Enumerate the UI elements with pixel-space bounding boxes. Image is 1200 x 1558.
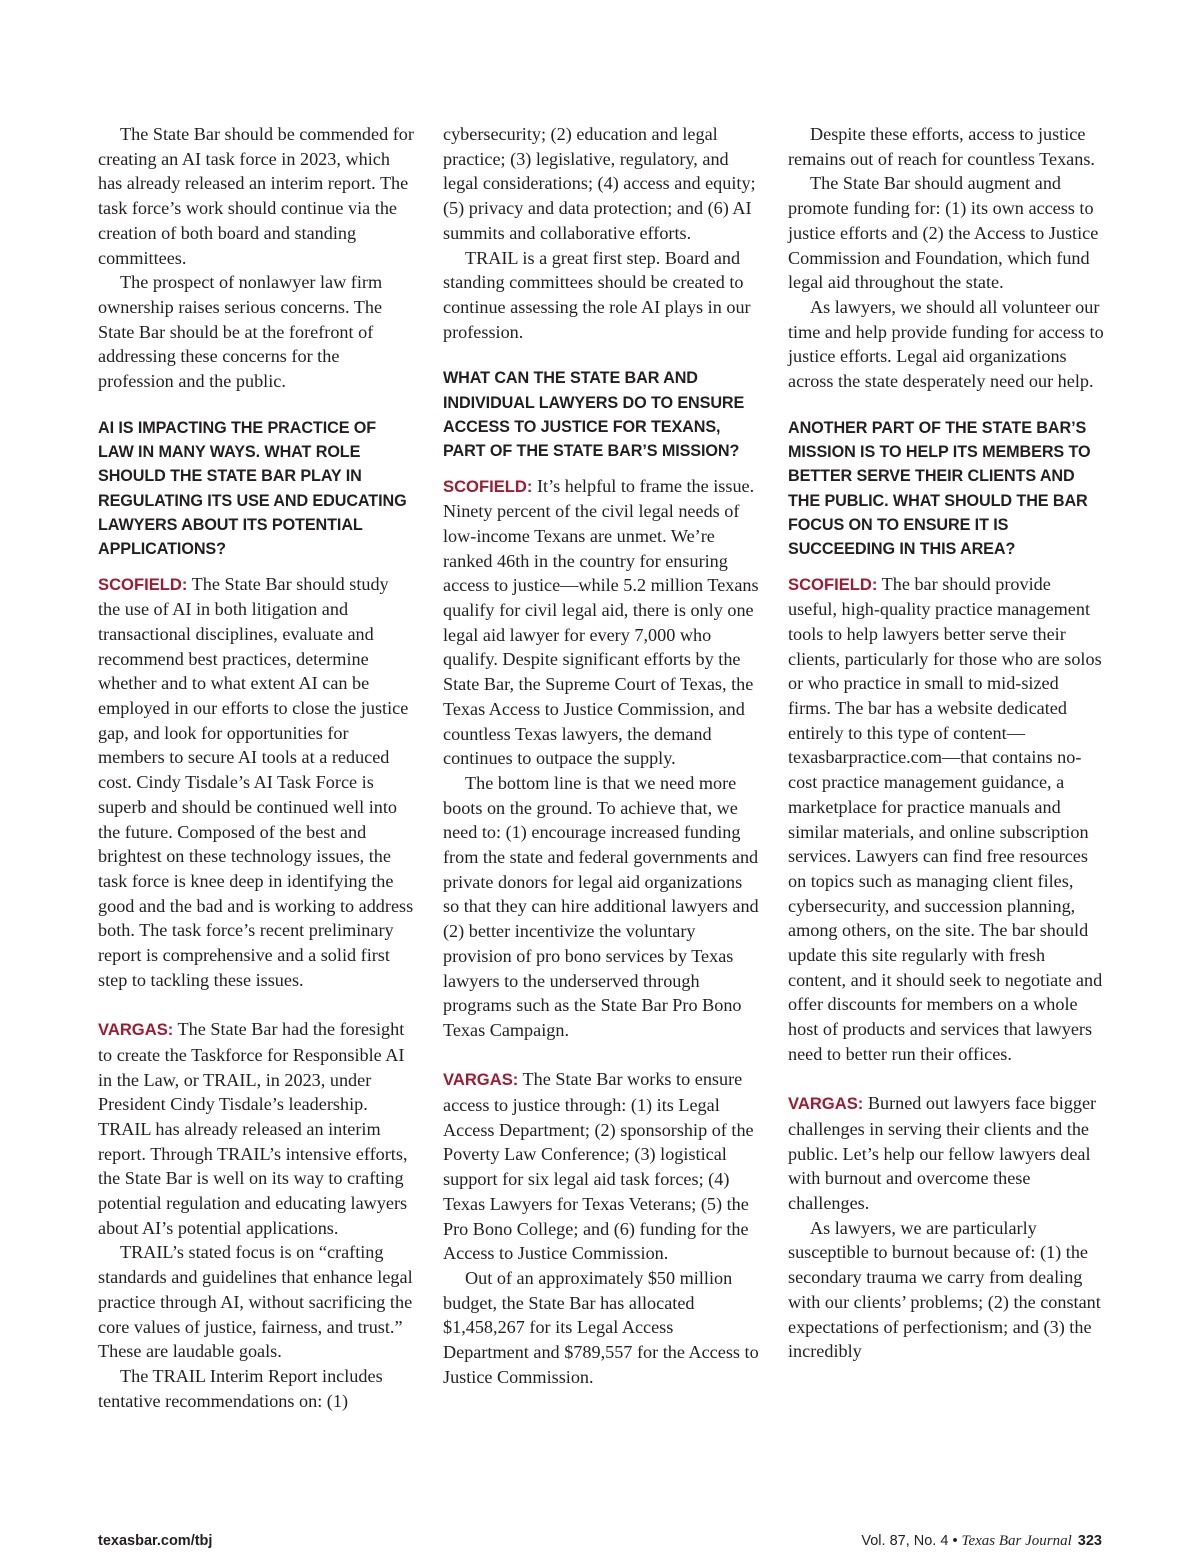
paragraph: As lawyers, we should all volunteer our time and help provide funding for access to justice efforts. Legal aid organizations across the state desperately need our help.: [788, 296, 1104, 392]
paragraph: Out of an approximately $50 million budget, the State Bar has allocated $1,458,267 for its Legal Access Department and $789,557 for the Access to Justice Commission.: [443, 1268, 759, 1387]
paragraph: TRAIL is a great first step. Board and standing committees should be created to continue assessing the role AI plays in our profession.: [443, 247, 751, 342]
answer-text: It’s helpful to frame the issue. Ninety percent of the civil legal needs of low-income Texans are unmet. We’re ranked 46th in the country for ensuring access to justice—while 5.2 million Texans qualify for civil legal aid, there is only one legal aid lawyer for every 7,000 who qualify. Despite significant efforts by the State Bar, the Supreme Court of Texas, the Texas Access to Justice Commission, and countless Texas lawyers, the demand continues to outpace the supply.: [443, 475, 759, 769]
answer-text: Burned out lawyers face bigger challenges in serving their clients and the public. Let’s help our fellow lawyers deal with burnout and overcome these challenges.: [788, 1093, 1097, 1214]
footer-journal-title: Texas Bar Journal: [961, 1533, 1072, 1549]
paragraph: The TRAIL Interim Report includes tentative recommendations on: (1): [98, 1366, 383, 1411]
paragraph: Despite these efforts, access to justice remains out of reach for countless Texans.: [788, 124, 1095, 169]
answer-paragraph: [98, 572, 414, 993]
answer-paragraph: [788, 1091, 1104, 1216]
answer-paragraph: [98, 1017, 414, 1240]
paragraph: cybersecurity; (2) education and legal practice; (3) legislative, regulatory, and legal considerations; (4) access and equity; (5) privacy and data protection; and (6) AI summits and collaborative efforts.: [443, 124, 756, 243]
footer-folio: [861, 1533, 1102, 1550]
question-heading: ANOTHER PART OF THE STATE BAR’S MISSION IS TO HELP ITS MEMBERS TO BETTER SERVE THEIR CLIENTS AND THE PUBLIC. WHAT SHOULD THE BAR FOCUS ON TO ENSURE IT IS SUCCEEDING IN THIS AREA?: [788, 418, 1091, 559]
question-heading: WHAT CAN THE STATE BAR AND INDIVIDUAL LAWYERS DO TO ENSURE ACCESS TO JUSTICE FOR TEXANS, PART OF THE STATE BAR’S MISSION?: [443, 369, 745, 461]
speaker-label: VARGAS:: [98, 1020, 174, 1040]
paragraph: The bottom line is that we need more boots on the ground. To achieve that, we need to: (1) encourage increased funding from the state and federal governments and private donors for legal aid organizations so that they can hire additional lawyers and (2) better incentivize the voluntary provision of pro bono services by Texas lawyers to the underserved through programs such as the State Bar Pro Bono Texas Campaign.: [443, 772, 759, 1040]
paragraph: The prospect of nonlawyer law firm ownership raises serious concerns. The State Bar should be at the forefront of addressing these concerns for the profession and the public.: [98, 272, 383, 392]
answer-text: The State Bar should study the use of AI in both litigation and transactional disciplines, evaluate and recommend best practices, determine whether and to what extent AI can be employed in our efforts to close the justice gap, and look for opportunities for members to secure AI tools at a reduced cost. Cindy Tisdale’s AI Task Force is superb and should be continued well into the future. Composed of the best and brightest on these technology issues, the task force is knee deep in identifying the good and the bad and is working to address both. The task force’s recent preliminary report is comprehensive and a solid first step to tackling these issues.: [98, 573, 414, 990]
column-1: [98, 122, 414, 1413]
page-number: 323: [1077, 1533, 1102, 1549]
answer-text: The State Bar works to ensure access to justice through: (1) its Legal Access Department; (2) sponsorship of the Poverty Law Conference; (3) logistical support for six legal aid task forces; (4) Texas Lawyers for Texas Veterans; (5) the Pro Bono College; and (6) funding for the Access to Justice Commission.: [443, 1069, 754, 1264]
paragraph: The State Bar should augment and promote funding for: (1) its own access to justice efforts and (2) the Access to Justice Commission and Foundation, which fund legal aid throughout the state.: [788, 173, 1099, 293]
answer-text: The State Bar had the foresight to create the Taskforce for Responsible AI in the Law, or TRAIL, in 2023, under President Cindy Tisdale’s leadership. TRAIL has already released an interim report. Through TRAIL’s intensive efforts, the State Bar is well on its way to crafting potential regulation and educating lawyers about AI’s potential applications.: [98, 1019, 408, 1238]
speaker-label: VARGAS:: [788, 1094, 864, 1114]
answer-paragraph: [788, 572, 1104, 1067]
answer-text: The bar should provide useful, high-quality practice management tools to help lawyers better serve their clients, particularly for those who are solos or who practice in small to mid-sized firms. The bar has a website dedicated entirely to this type of content—texasbarpractice.com—that contains no-cost practice management guidance, a marketplace for practice manuals and similar materials, and online subscription services. Lawyers can find free resources on topics such as managing client files, cybersecurity, and succession planning, among others, on the site. The bar should update this site regularly with fresh content, and it should seek to negotiate and offer discounts for members on a whole host of products and services that lawyers need to better run their offices.: [788, 573, 1103, 1064]
paragraph: As lawyers, we are particularly susceptible to burnout because of: (1) the secondary trauma we carry from dealing with our clients’ problems; (2) the constant expectations of perfectionism; and (3) the incredibly: [788, 1217, 1101, 1362]
answer-paragraph: [443, 474, 759, 771]
footer-site-link[interactable]: texasbar.com/tbj: [98, 1533, 213, 1549]
question-heading: AI IS IMPACTING THE PRACTICE OF LAW IN MANY WAYS. WHAT ROLE SHOULD THE STATE BAR PLAY IN REGULATING ITS USE AND EDUCATING LAWYERS ABOUT ITS POTENTIAL APPLICATIONS?: [98, 418, 407, 559]
speaker-label: SCOFIELD:: [788, 574, 878, 594]
column-2: [443, 122, 759, 1390]
bullet-separator: •: [952, 1533, 958, 1549]
paragraph: The State Bar should be commended for creating an AI task force in 2023, which has already released an interim report. The task force’s work should continue via the creation of both board and standing committees.: [98, 124, 414, 268]
column-3: [788, 122, 1104, 1364]
paragraph: TRAIL’s stated focus is on “crafting standards and guidelines that enhance legal practice through AI, without sacrificing the core values of justice, fairness, and trust.” These are laudable goals.: [98, 1242, 413, 1362]
speaker-label: SCOFIELD:: [443, 476, 533, 496]
speaker-label: SCOFIELD:: [98, 574, 188, 594]
speaker-label: VARGAS:: [443, 1070, 519, 1090]
answer-paragraph: [443, 1067, 759, 1266]
footer-volume: Vol. 87, No. 4: [861, 1533, 949, 1549]
